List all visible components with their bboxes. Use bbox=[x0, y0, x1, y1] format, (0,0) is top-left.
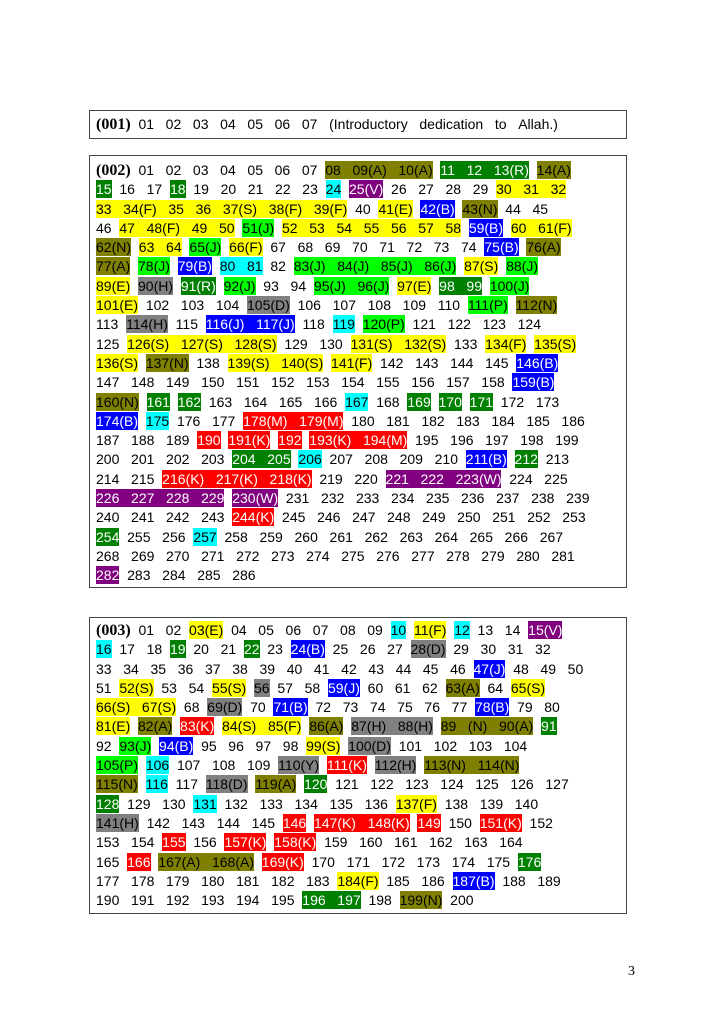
verse-group-lime: 93(J) bbox=[119, 737, 152, 754]
verse-group: 142 143 144 145 bbox=[380, 354, 509, 371]
verse-group-lime: 105(P) bbox=[96, 757, 139, 774]
surah-003-box bbox=[89, 617, 627, 914]
verse-group-gray: 90(H) bbox=[138, 277, 174, 294]
verse-group-green: 254 bbox=[96, 528, 120, 545]
verse-group-yellow: 66(S) 67(S) bbox=[96, 699, 177, 716]
verse-group: 177 178 179 180 181 182 183 bbox=[96, 872, 330, 889]
verse-group-green: 91(R) bbox=[180, 277, 216, 294]
verse-line bbox=[96, 277, 620, 296]
verse-line bbox=[96, 737, 620, 756]
verse-line bbox=[96, 814, 620, 833]
verse-group-yellow: 47 48(F) 49 50 bbox=[119, 219, 235, 236]
verse-line bbox=[96, 508, 620, 527]
verse-group: 240 241 242 243 bbox=[96, 509, 225, 526]
verse-group: 46 bbox=[96, 219, 112, 236]
verse-group-gray: 110(Y) bbox=[278, 757, 320, 774]
verse-group: 258 259 260 261 262 263 264 265 266 267 bbox=[224, 528, 564, 545]
verse-group: 01 02 bbox=[138, 622, 182, 638]
verse-group: 150 bbox=[448, 814, 472, 831]
verse-line bbox=[96, 373, 620, 392]
verse-line bbox=[96, 470, 620, 489]
verse-line bbox=[96, 621, 620, 640]
verse-group-blue: 71(B) bbox=[273, 699, 308, 716]
verse-group: 102 103 104 bbox=[145, 297, 240, 314]
verse-group: 79 80 bbox=[517, 699, 560, 716]
verse-group: 187 188 189 bbox=[96, 432, 190, 449]
verse-line bbox=[96, 566, 620, 585]
verse-group-lime: 111(P) bbox=[467, 297, 508, 314]
verse-group: 268 269 270 271 272 273 274 275 276 277 278 279 280 281 bbox=[96, 547, 575, 564]
verse-line bbox=[96, 756, 620, 775]
verse-group-red: 244(K) bbox=[232, 509, 275, 526]
verse-group: 142 143 144 145 bbox=[146, 814, 276, 831]
verse-group-lime: 120(P) bbox=[362, 316, 405, 333]
verse-group-olive: 63(A) bbox=[445, 679, 480, 696]
verse-group-cyan: 131 bbox=[193, 795, 217, 812]
verse-line bbox=[96, 679, 620, 698]
surah-number: (003) bbox=[96, 622, 131, 639]
verse-group-gray: 112(H) bbox=[374, 757, 417, 774]
verse-group-blue: 75(B) bbox=[484, 239, 519, 256]
verse-group-olive: 119(A) bbox=[255, 776, 297, 793]
verse-line bbox=[96, 257, 620, 276]
verse-group-yellow: 97(E) bbox=[397, 277, 432, 294]
verse-group: 153 154 bbox=[96, 834, 155, 851]
verse-group-red: 157(K) bbox=[224, 834, 267, 851]
verse-group-red: 151(K) bbox=[479, 814, 522, 831]
verse-group-lime: 100(J) bbox=[489, 277, 530, 294]
verse-group: 113 bbox=[96, 316, 119, 333]
verse-line bbox=[96, 795, 620, 814]
verse-group: 129 130 bbox=[127, 795, 186, 812]
surah-number: (002) bbox=[96, 162, 131, 179]
verse-group: 117 bbox=[175, 776, 198, 793]
verse-group-lime: 83(J) 84(J) 85(J) 86(J) bbox=[293, 258, 457, 275]
verse-group-cyan: 24 bbox=[325, 181, 342, 198]
verse-group: 207 208 209 210 bbox=[329, 451, 458, 468]
verse-group: 67 68 69 70 71 72 73 74 bbox=[270, 239, 477, 256]
verse-group: 125 bbox=[96, 335, 120, 352]
verse-group: 147 148 149 150 151 152 153 154 155 156 157 158 bbox=[96, 374, 505, 391]
verse-group: 255 256 bbox=[127, 528, 186, 545]
verse-group-purple: 230(W) bbox=[232, 490, 279, 507]
verse-group: 219 220 bbox=[319, 470, 378, 487]
verse-group-olive: 160(N) bbox=[96, 393, 139, 410]
verse-group-lime: 51(J) bbox=[242, 219, 275, 236]
verse-group-yellow: 63 64 bbox=[138, 239, 182, 256]
verse-group: 152 bbox=[529, 814, 553, 831]
verse-group-olive: 76(A) bbox=[526, 239, 561, 256]
verse-group: 44 45 bbox=[505, 200, 549, 217]
verse-group-red: 146 bbox=[282, 814, 307, 831]
verse-group: 172 173 bbox=[500, 393, 560, 410]
verse-group: 132 133 134 135 136 bbox=[224, 795, 388, 812]
verse-group-yellow: 135(S) bbox=[534, 335, 577, 352]
verse-group-red: 216(K) 217(K) 218(K) bbox=[162, 470, 312, 487]
verse-group-yellow: 52(S) bbox=[119, 679, 154, 696]
verse-line bbox=[96, 393, 620, 412]
verse-group-cyan: 10 bbox=[390, 622, 407, 638]
verse-group-yellow: 60 61(F) bbox=[510, 219, 572, 236]
verse-group-olive: 137(N) bbox=[145, 354, 189, 371]
verse-group-blue: 174(B) bbox=[96, 412, 139, 429]
verse-line bbox=[96, 219, 620, 238]
verse-group-purple: 15(V) bbox=[528, 622, 563, 638]
verse-group-lime: 95(J) 96(J) bbox=[313, 277, 390, 294]
verse-group-purple: 221 222 223(W) bbox=[385, 470, 502, 487]
verse-group-yellow: 03(E) bbox=[189, 622, 224, 638]
verse-group: 133 bbox=[454, 335, 478, 352]
verse-group-green: 212 bbox=[514, 451, 538, 468]
surah-002-box bbox=[89, 155, 627, 588]
verse-group: 40 bbox=[355, 200, 371, 217]
verse-group-red: 193(K) 194(M) bbox=[309, 432, 408, 449]
verse-group-cyan: 106 bbox=[145, 757, 170, 774]
verse-group-red: 155 bbox=[162, 834, 186, 851]
verse-group: 13 14 bbox=[477, 622, 521, 638]
verse-group: 195 196 197 198 199 bbox=[415, 432, 579, 449]
verse-group: 231 232 233 234 235 236 237 238 239 bbox=[285, 490, 590, 507]
verse-group: 04 05 06 07 08 09 bbox=[231, 622, 383, 638]
verse-group-gray: 56 bbox=[254, 679, 270, 696]
verse-group-gray: 114(H) bbox=[126, 316, 168, 333]
verse-group-olive: 113(N) 114(N) bbox=[424, 757, 520, 774]
verse-group-green: 128 bbox=[96, 795, 120, 812]
verse-group: 64 bbox=[487, 679, 504, 696]
verse-group-red: 149 bbox=[417, 814, 441, 831]
verse-group-lime: 78(J) bbox=[138, 258, 170, 275]
verse-line bbox=[96, 431, 620, 450]
verse-group: 60 61 62 bbox=[367, 679, 438, 696]
verse-group: 48 49 50 bbox=[513, 660, 584, 677]
verse-group: 16 17 bbox=[119, 181, 163, 198]
verse-group: 170 171 172 173 174 175 bbox=[311, 853, 511, 870]
verse-line bbox=[96, 698, 620, 717]
verse-group-yellow: 52 53 54 55 56 57 58 bbox=[282, 219, 462, 236]
verse-group-yellow: 55(S) bbox=[211, 679, 247, 696]
verse-line bbox=[96, 660, 620, 679]
verse-group-gray: 100(D) bbox=[348, 737, 391, 754]
verse-group-blue: 42(B) bbox=[420, 200, 455, 217]
verse-group-olive: 08 09(A) 10(A) bbox=[325, 162, 433, 178]
verse-group-yellow: 65(S) bbox=[510, 679, 546, 696]
verse-group-olive: 89 (N) 90(A) bbox=[440, 718, 534, 735]
verse-group-yellow: 87(S) bbox=[464, 258, 499, 275]
verse-group: 23 bbox=[267, 641, 283, 658]
verse-group-yellow: 126(S) 127(S) 128(S) bbox=[127, 335, 277, 352]
verse-group: 01 02 03 04 05 06 07 bbox=[138, 162, 318, 178]
verse-line bbox=[96, 115, 620, 134]
verse-group-blue: 94(B) bbox=[159, 737, 194, 754]
verse-group-red: 111(K) bbox=[326, 757, 367, 774]
verse-line bbox=[96, 354, 620, 373]
verse-group: 57 58 bbox=[277, 679, 321, 696]
verse-group-blue: 79(B) bbox=[177, 258, 212, 275]
verse-group: 156 bbox=[193, 834, 217, 851]
verse-group-purple: 282 bbox=[96, 567, 120, 584]
verse-group: 200 bbox=[450, 892, 474, 909]
verse-group-green: 169 bbox=[407, 393, 431, 410]
verse-group: 200 201 202 203 bbox=[96, 451, 225, 468]
verse-group: 51 bbox=[96, 679, 112, 696]
verse-group-red: 147(K) 148(K) bbox=[313, 814, 410, 831]
verse-group-blue: 59(J) bbox=[327, 679, 360, 696]
verse-group: 107 108 109 bbox=[176, 757, 271, 774]
verse-group-yellow: 33 34(F) 35 36 37(S) 38(F) 39(F) bbox=[96, 200, 348, 217]
verse-group-yellow: 134(F) bbox=[485, 335, 527, 352]
verse-group: 159 160 161 162 163 164 bbox=[324, 834, 523, 851]
verse-group-yellow: 139(S) 140(S) bbox=[227, 354, 324, 371]
verse-line bbox=[96, 238, 620, 257]
verse-group-yellow: 11(F) bbox=[413, 622, 447, 638]
verse-group: 224 225 bbox=[509, 470, 568, 487]
verse-group-green: 170 bbox=[438, 393, 462, 410]
verse-group: 118 bbox=[302, 316, 325, 333]
verse-line bbox=[96, 891, 620, 910]
verse-group: 129 130 bbox=[284, 335, 343, 352]
verse-group-red: 83(K) bbox=[180, 718, 215, 735]
verse-group-blue: 59(B) bbox=[468, 219, 504, 236]
verse-group: 29 30 31 32 bbox=[453, 641, 551, 658]
verse-group: 101 102 103 104 bbox=[398, 737, 528, 754]
verse-line bbox=[96, 717, 620, 736]
verse-group-green: 91 bbox=[541, 718, 557, 735]
verse-group-olive: 199(N) bbox=[399, 892, 443, 909]
verse-group-green: 19 bbox=[169, 641, 186, 658]
verse-group-green: 171 bbox=[469, 393, 494, 410]
verse-group-yellow: 89(E) bbox=[96, 277, 131, 294]
verse-group-purple: 226 227 228 229 bbox=[96, 490, 225, 507]
verse-group: 01 02 03 04 05 06 07 (Introductory dedication to Allah.) bbox=[138, 116, 558, 132]
verse-group-olive: 167(A) 168(A) bbox=[158, 853, 254, 870]
verse-group-cyan: 167 bbox=[345, 393, 369, 410]
verse-group-yellow: 141(F) bbox=[331, 354, 373, 371]
verse-group-olive: 82(A) bbox=[138, 718, 173, 735]
verse-line bbox=[96, 853, 620, 872]
verse-group-blue: 146(B) bbox=[516, 354, 559, 371]
verse-group-red: 166 bbox=[127, 853, 151, 870]
verse-group-green: 161 bbox=[146, 393, 170, 410]
verse-group-green: 11 12 13(R) bbox=[440, 162, 529, 178]
verse-group-olive: 86(A) bbox=[309, 718, 344, 735]
verse-line bbox=[96, 489, 620, 508]
verse-line bbox=[96, 412, 620, 431]
verse-group-red: 191(K) bbox=[228, 432, 271, 449]
verse-group-gray: 105(D) bbox=[247, 297, 290, 314]
verse-group-yellow: 41(E) bbox=[378, 200, 413, 217]
verse-group-lime: 88(J) bbox=[506, 258, 538, 275]
verse-group: 176 177 bbox=[176, 412, 236, 429]
verse-group-lime: 92(J) bbox=[223, 277, 256, 294]
verse-group: 70 bbox=[250, 699, 266, 716]
verse-group-green: 22 bbox=[243, 641, 260, 658]
verse-group-red: 169(K) bbox=[261, 853, 304, 870]
verse-group-gray: 141(H) bbox=[96, 814, 139, 831]
verse-group-cyan: 80 81 bbox=[219, 258, 263, 275]
verse-group-olive: 62(N) bbox=[96, 239, 132, 256]
surah-001-box bbox=[89, 110, 627, 139]
verse-group-cyan: 206 bbox=[298, 451, 322, 468]
verse-group-cyan: 116 bbox=[145, 776, 168, 793]
verse-group: 188 189 bbox=[502, 872, 561, 889]
verse-group-red: 192 bbox=[278, 432, 302, 449]
verse-group: 198 bbox=[368, 892, 392, 909]
verse-group: 138 139 140 bbox=[444, 795, 539, 812]
verse-group-olive: 112(N) bbox=[515, 297, 558, 314]
verse-line bbox=[96, 161, 620, 180]
verse-group-blue: 116(J) 117(J) bbox=[205, 316, 295, 333]
verse-group: 26 27 28 29 bbox=[391, 181, 489, 198]
verse-group: 115 bbox=[175, 316, 198, 333]
verse-group-olive: 115(N) bbox=[96, 776, 138, 793]
verse-group: 245 246 247 248 249 250 251 252 253 bbox=[282, 509, 586, 526]
verse-group: 168 bbox=[376, 393, 400, 410]
verse-line bbox=[96, 872, 620, 891]
verse-group-blue: 24(B) bbox=[290, 641, 325, 658]
verse-group: 121 122 123 124 125 126 127 bbox=[335, 776, 569, 793]
verse-group: 72 73 74 75 76 77 bbox=[315, 699, 468, 716]
verse-group-purple: 25(V) bbox=[349, 181, 384, 198]
verse-group-green: 120 bbox=[304, 776, 328, 793]
verse-group: 190 191 192 193 194 195 bbox=[96, 892, 295, 909]
verse-group-blue: 78(B) bbox=[475, 699, 510, 716]
verse-group-green: 196 197 bbox=[302, 892, 361, 909]
verse-group: 17 18 bbox=[119, 641, 163, 658]
verse-line bbox=[96, 775, 620, 794]
verse-group-gray: 118(D) bbox=[205, 776, 248, 793]
verse-group-yellow: 101(E) bbox=[96, 297, 139, 314]
verse-group: 93 94 bbox=[263, 277, 307, 294]
verse-line bbox=[96, 180, 620, 199]
verse-group-yellow: 30 31 32 bbox=[496, 181, 567, 198]
verse-line bbox=[96, 200, 620, 219]
verse-group-olive: 14(A) bbox=[536, 162, 571, 178]
verse-line bbox=[96, 833, 620, 852]
verse-group-yellow: 99(S) bbox=[306, 737, 341, 754]
surah-number: (001) bbox=[96, 116, 131, 133]
verse-group-cyan: 16 bbox=[96, 641, 112, 658]
verse-line bbox=[96, 315, 620, 334]
verse-line bbox=[96, 528, 620, 547]
verse-group-cyan: 119 bbox=[332, 316, 355, 333]
verse-group: 25 26 27 bbox=[332, 641, 403, 658]
verse-group-gray: 28(D) bbox=[410, 641, 446, 658]
verse-group: 106 107 108 109 110 bbox=[297, 297, 461, 314]
verse-line bbox=[96, 296, 620, 315]
verse-group-red: 158(K) bbox=[274, 834, 317, 851]
verse-group: 19 20 21 22 23 bbox=[193, 181, 318, 198]
verse-group-yellow: 136(S) bbox=[96, 354, 139, 371]
verse-group-yellow: 137(F) bbox=[395, 795, 437, 812]
verse-group: 33 34 35 36 37 38 39 40 41 42 43 44 45 46 bbox=[96, 660, 466, 677]
verse-group-red: 190 bbox=[197, 432, 221, 449]
verse-group-blue: 47(J) bbox=[473, 660, 506, 677]
verse-group-green: 162 bbox=[177, 393, 202, 410]
verse-group: 185 186 bbox=[386, 872, 445, 889]
verse-group-green: 204 205 bbox=[232, 451, 291, 468]
verse-group: 214 215 bbox=[96, 470, 155, 487]
verse-group-red: 178(M) 179(M) bbox=[243, 412, 344, 429]
verse-group: 92 bbox=[96, 737, 112, 754]
verse-group: 165 bbox=[96, 853, 120, 870]
verse-group-yellow: 81(E) bbox=[96, 718, 131, 735]
verse-group-gray: 69(D) bbox=[207, 699, 243, 716]
verse-group: 180 181 182 183 184 185 186 bbox=[351, 412, 585, 429]
verse-group: 82 bbox=[270, 258, 286, 275]
verse-group-cyan: 175 bbox=[145, 412, 170, 429]
verse-line bbox=[96, 547, 620, 566]
verse-group-yellow: 66(F) bbox=[229, 239, 263, 256]
verse-group-green: 176 bbox=[517, 853, 542, 870]
page-number: 3 bbox=[628, 964, 635, 979]
verse-group: 283 284 285 286 bbox=[127, 567, 256, 584]
verse-line bbox=[96, 450, 620, 469]
verse-group-green: 18 bbox=[169, 181, 186, 198]
verse-group-green: 98 99 bbox=[439, 277, 482, 294]
verse-group-cyan: 12 bbox=[454, 622, 470, 638]
verse-group-blue: 159(B) bbox=[512, 374, 555, 391]
verse-line bbox=[96, 335, 620, 354]
verse-group-cyan: 257 bbox=[193, 528, 217, 545]
verse-line bbox=[96, 640, 620, 659]
verse-group-lime: 65(J) bbox=[189, 239, 222, 256]
verse-group: 121 122 123 124 bbox=[412, 316, 541, 333]
verse-group-green: 15 bbox=[96, 181, 112, 198]
verse-group: 213 bbox=[545, 451, 570, 468]
verse-group-blue: 187(B) bbox=[452, 872, 495, 889]
verse-group-olive: 77(A) bbox=[96, 258, 131, 275]
verse-group-blue: 211(B) bbox=[465, 451, 507, 468]
verse-group-olive: 43(N) bbox=[462, 200, 498, 217]
verse-group: 163 164 165 166 bbox=[208, 393, 338, 410]
verse-group-yellow: 184(F) bbox=[337, 872, 379, 889]
verse-group: 138 bbox=[196, 354, 220, 371]
verse-group: 68 bbox=[183, 699, 200, 716]
verse-group-yellow: 131(S) 132(S) bbox=[350, 335, 447, 352]
verse-group-gray: 87(H) 88(H) bbox=[351, 718, 433, 735]
verse-group: 53 54 bbox=[161, 679, 205, 696]
verse-group: 20 21 bbox=[193, 641, 237, 658]
verse-group-yellow: 84(S) 85(F) bbox=[222, 718, 302, 735]
verse-group: 95 96 97 98 bbox=[201, 737, 299, 754]
